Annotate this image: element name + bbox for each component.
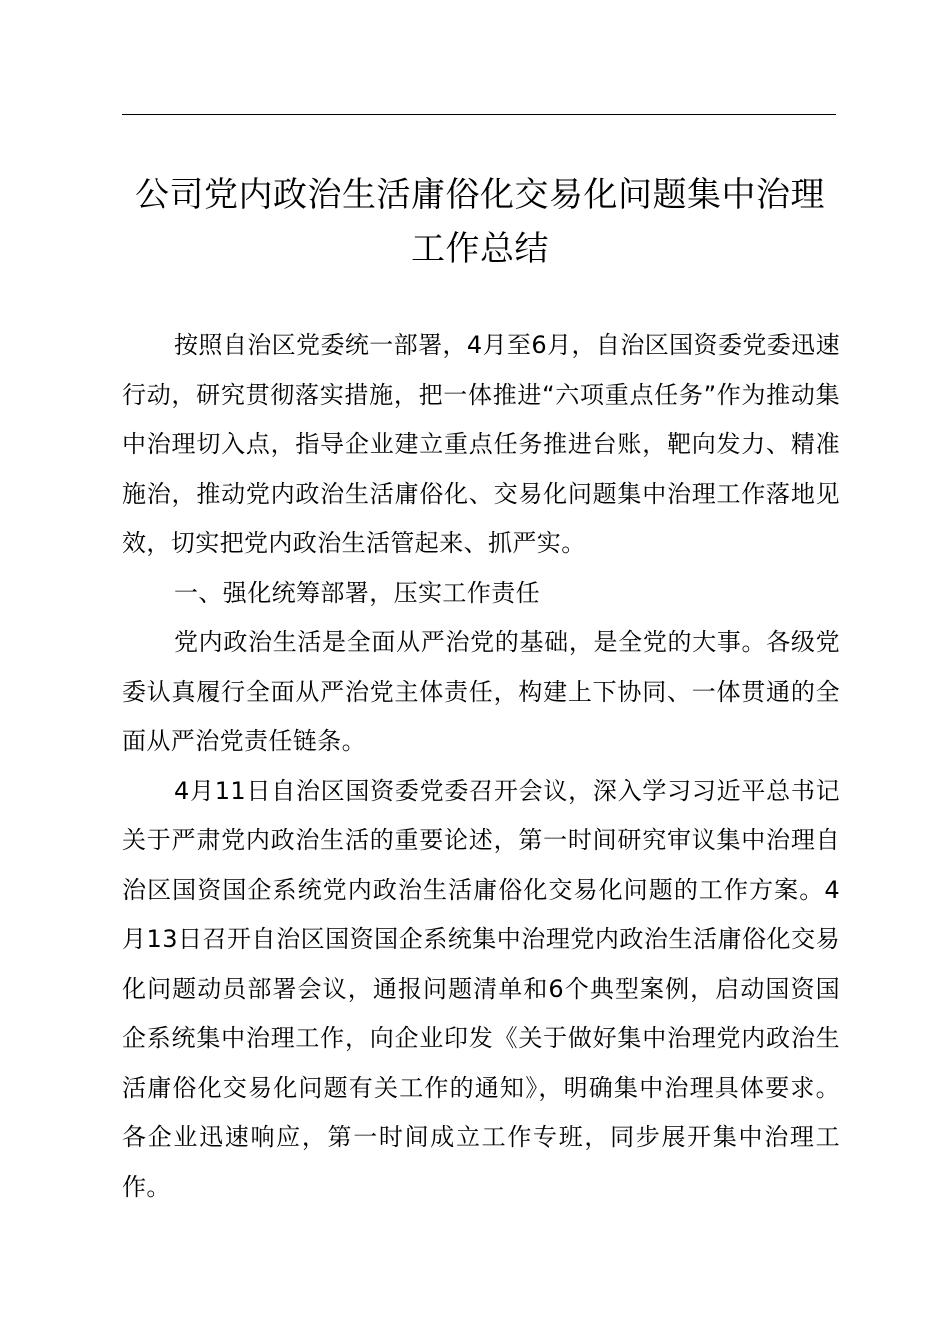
paragraph-section-1-intro: 党内政治生活是全面从严治党的基础，是全党的大事。各级党委认真履行全面从严治党主体责任，构建上下协同、一体贯通的全面从严治党责任链条。: [122, 628, 840, 755]
paragraph-intro: 按照自治区党委统一部署，4月至6月，自治区国资委党委迅速行动，研究贯彻落实措施，把一体推进“六项重点任务”作为推动集中治理切入点，指导企业建立重点任务推进台账，靶向发力、精准施治，推动党内政治生活庸俗化、交易化问题集中治理工作落地见效，切实把党内政治生活管起来、抓严实。: [122, 331, 840, 557]
title-line-1: 公司党内政治生活庸俗化交易化问题集中治理: [135, 175, 825, 215]
header-divider: [122, 114, 836, 115]
document-body: [122, 321, 840, 1212]
document-title: [100, 168, 860, 276]
title-line-2: 工作总结: [411, 229, 549, 269]
section-heading-1: 一、强化统筹部署，压实工作责任: [174, 578, 540, 607]
paragraph-section-1-detail: 4月11日自治区国资委党委召开会议，深入学习习近平总书记关于严肃党内政治生活的重要论述，第一时间研究审议集中治理自治区国资国企系统党内政治生活庸俗化交易化问题的工作方案。4月13日召开自治区国资国企系统集中治理党内政治生活庸俗化交易化问题动员部署会议，通报问题清单和6个典型案例，启动国资国企系统集中治理工作，向企业印发《关于做好集中治理党内政治生活庸俗化交易化问题有关工作的通知》，明确集中治理具体要求。各企业迅速响应，第一时间成立工作专班，同步展开集中治理工作。: [122, 776, 840, 1201]
